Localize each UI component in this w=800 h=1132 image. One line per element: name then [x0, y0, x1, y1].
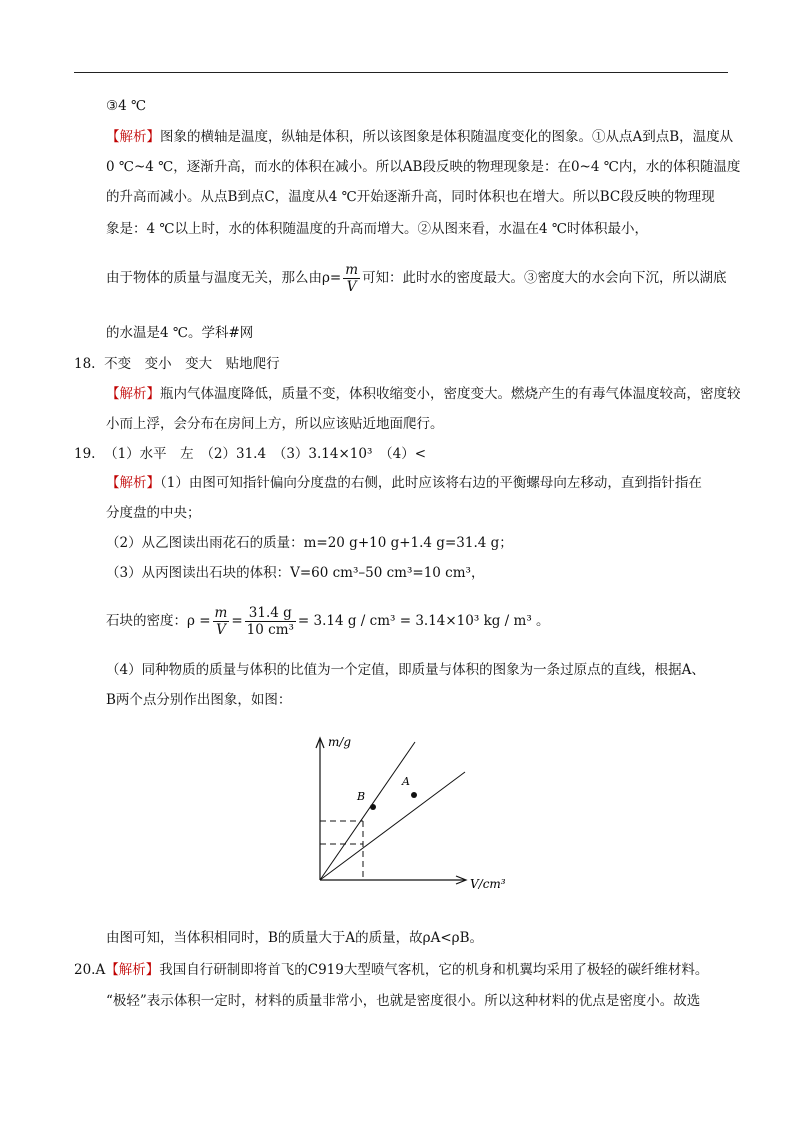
analysis-line-2: 0 ℃~4 ℃，逐渐升高，而水的体积在减小。所以AB段反映的物理现象是：在0~4 ℃内，水的体积随温度 [106, 159, 741, 175]
header-rule [74, 72, 728, 73]
x-axis-label: V/cm³ [470, 877, 506, 891]
density-fraction: $\frac{m}{V}$ [345, 262, 359, 295]
analysis-tag: 【解析】 [106, 129, 160, 145]
q18-analysis-line-1: 【解析】瓶内气体温度降低，质量不变，体积收缩变小，密度变大。燃烧产生的有毒气体温度较高，密度较 [106, 386, 741, 402]
answer-line-3: ③4 ℃ [106, 98, 147, 114]
label-a: A [402, 775, 410, 788]
analysis-line-6: 的水温是4 ℃。学科#网 [106, 325, 254, 341]
label-b: B [357, 790, 366, 803]
q20-line-1: 20.A【解析】我国自行研制即将首飞的C919大型喷气客机，它的机身和机翼均采用了极轻的碳纤维材料。 [74, 962, 709, 978]
q19-analysis-line-1: 【解析】（1）由图可知指针偏向分度盘的右侧，此时应该将右边的平衡螺母向左移动，直到指针指在 [106, 475, 702, 491]
mass-volume-graph [305, 730, 515, 900]
point-a [411, 792, 417, 798]
line-a [320, 772, 465, 880]
q19-answer: 19. （1）水平 左 （2）31.4 （3）3.14×10³ （4）< [74, 446, 427, 462]
q19-conclusion: 由图可知，当体积相同时，B的质量大于A的质量，故ρA<ρB。 [106, 930, 484, 946]
q19-analysis-line-2: 分度盘的中央； [106, 505, 201, 521]
q18-analysis-line-2: 小而上浮，会分布在房间上方，所以应该贴近地面爬行。 [106, 416, 444, 432]
q19-analysis-line-4: （3）从丙图读出石块的体积：V=60 cm³–50 cm³=10 cm³， [106, 565, 485, 581]
point-b [370, 804, 376, 810]
q19-analysis-line-3: （2）从乙图读出雨花石的质量：m=20 g+10 g+1.4 g=31.4 g； [106, 535, 513, 551]
y-axis-label: m/g [328, 735, 352, 749]
analysis-line-4: 象是：4 ℃以上时，水的体积随温度的升高而增大。②从图来看，水温在4 ℃时体积最小， [106, 221, 648, 237]
q18-answer: 18. 不变 变小 变大 贴地爬行 [74, 356, 280, 372]
analysis-line-5: 由于物体的质量与温度无关，那么由ρ= $\frac{m}{V}$ 可知：此时水的密度最大。③密度大的水会向下沉，所以湖底 [106, 262, 727, 295]
q20-line-2: “极轻”表示体积一定时，材料的质量非常小，也就是密度很小。所以这种材料的优点是密度小。故选 [106, 993, 701, 1009]
q19-density-formula: 石块的密度：ρ = $\frac{m}{V}$ = $\frac{31.4 g}{\text{10 cm³}}$ = 3.14 g / cm³ = 3.14×10³ kg / m³ 。 [106, 605, 550, 638]
analysis-line-1: 【解析】图象的横轴是温度，纵轴是体积，所以该图象是体积随温度变化的图象。①从点A到点B，温度从 [106, 129, 734, 145]
q19-analysis-line-6: B两个点分别作出图象，如图： [106, 692, 292, 708]
q19-analysis-line-5: （4）同种物质的质量与体积的比值为一个定值，即质量与体积的图象为一条过原点的直线，根据A、 [106, 662, 705, 678]
line-b [320, 742, 415, 880]
analysis-line-3: 的升高而减小。从点B到点C，温度从4 ℃开始逐渐升高，同时体积也在增大。所以BC段反映的物理现 [106, 189, 715, 205]
